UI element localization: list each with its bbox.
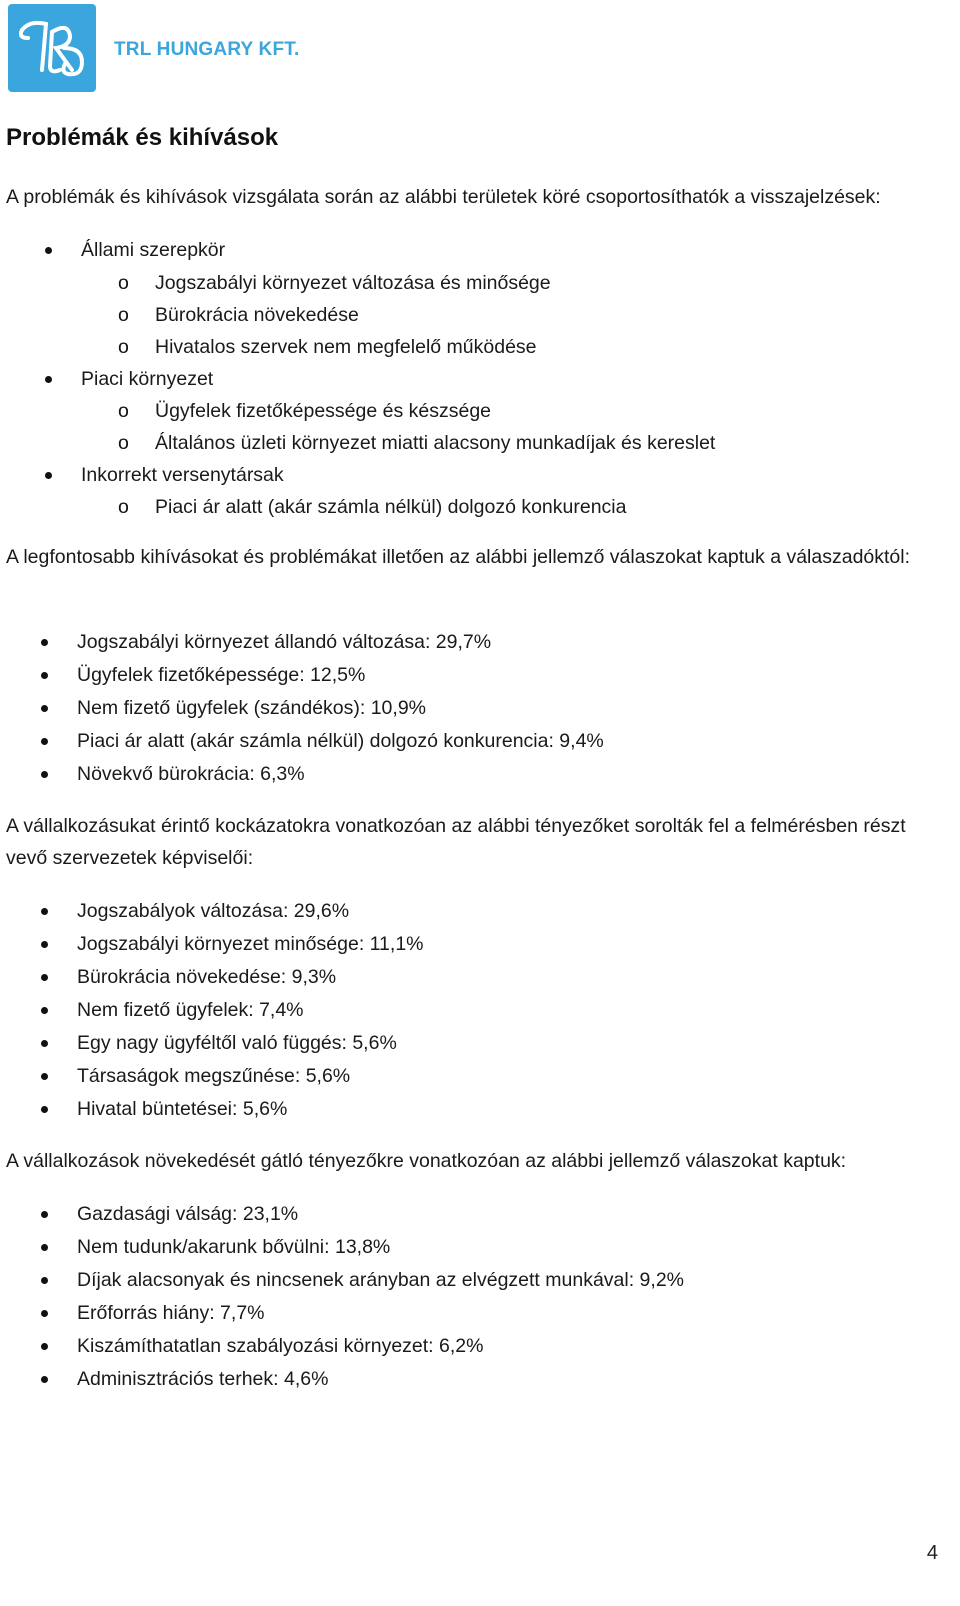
- list-item-text: Társaságok megszűnése: 5,6%: [77, 1065, 351, 1087]
- list-item-text: Piaci ár alatt (akár számla nélkül) dolgozó konkurencia: 9,4%: [77, 730, 604, 752]
- list-item-text: Jogszabályi környezet állandó változása: 29,7%: [77, 631, 492, 653]
- page-number: 4: [926, 1542, 938, 1564]
- bullet-icon: [41, 1310, 48, 1317]
- bullet-icon: [45, 376, 52, 383]
- section3-paragraph: A vállalkozások növekedését gátló tényezőkre vonatkozóan az alábbi jellemző válaszokat kaptuk:: [6, 1150, 847, 1172]
- area-label: Állami szerepkör: [81, 239, 226, 261]
- bullet-icon: [41, 908, 48, 915]
- section1-paragraph: A legfontosabb kihívásokat és problémákat illetően az alábbi jellemző válaszokat kaptuk a válaszadóktól:: [6, 546, 911, 568]
- bullet-icon: [41, 1073, 48, 1080]
- sub-item-text: Általános üzleti környezet miatti alacsony munkadíjak és kereslet: [155, 432, 716, 454]
- document-header: [8, 4, 299, 92]
- list-item-text: Növekvő bürokrácia: 6,3%: [77, 763, 305, 785]
- list-item-text: Nem tudunk/akarunk bővülni: 13,8%: [77, 1236, 391, 1258]
- list-item-text: Gazdasági válság: 23,1%: [77, 1203, 299, 1225]
- sub-item-text: Piaci ár alatt (akár számla nélkül) dolgozó konkurencia: [155, 496, 627, 518]
- list-item-text: Nem fizető ügyfelek (szándékos): 10,9%: [77, 697, 427, 719]
- bullet-icon: [41, 1106, 48, 1113]
- trl-logo-icon: [8, 4, 96, 92]
- list-item-text: Jogszabályok változása: 29,6%: [77, 900, 350, 922]
- section2-paragraph: A vállalkozásukat érintő kockázatokra vonatkozóan az alábbi tényezőket sorolták fel a felmérésben részt vevő szervezetek képviselői:: [6, 815, 906, 869]
- circle-bullet-icon: o: [118, 400, 129, 422]
- circle-bullet-icon: o: [118, 272, 129, 294]
- bullet-icon: [41, 1007, 48, 1014]
- bullet-icon: [41, 1343, 48, 1350]
- bullet-icon: [41, 1244, 48, 1251]
- bullet-icon: [45, 247, 52, 254]
- bullet-icon: [41, 738, 48, 745]
- circle-bullet-icon: o: [118, 336, 129, 358]
- list-item-text: Hivatal büntetései: 5,6%: [77, 1098, 288, 1120]
- list-item-text: Egy nagy ügyféltől való függés: 5,6%: [77, 1032, 397, 1054]
- sub-item-text: Ügyfelek fizetőképessége és készsége: [155, 400, 492, 422]
- list-item-text: Bürokrácia növekedése: 9,3%: [77, 966, 337, 988]
- list-item-text: Erőforrás hiány: 7,7%: [77, 1302, 265, 1324]
- bullet-icon: [41, 941, 48, 948]
- bullet-icon: [41, 1376, 48, 1383]
- bullet-icon: [45, 472, 52, 479]
- bullet-icon: [41, 639, 48, 646]
- bullet-icon: [41, 1040, 48, 1047]
- sub-item-text: Hivatalos szervek nem megfelelő működése: [155, 336, 537, 358]
- bullet-icon: [41, 974, 48, 981]
- area-label: Piaci környezet: [81, 368, 214, 390]
- circle-bullet-icon: o: [118, 304, 129, 326]
- trl-monogram-graphic: [12, 8, 92, 88]
- sub-item-text: Bürokrácia növekedése: [155, 304, 359, 326]
- list-item-text: Jogszabályi környezet minősége: 11,1%: [77, 933, 424, 955]
- bullet-icon: [41, 1211, 48, 1218]
- circle-bullet-icon: o: [118, 432, 129, 454]
- page-title: Problémák és kihívások: [6, 124, 279, 151]
- area-label: Inkorrekt versenytársak: [81, 464, 284, 486]
- bullet-icon: [41, 771, 48, 778]
- bullet-icon: [41, 1277, 48, 1284]
- company-name: TRL HUNGARY KFT.: [114, 39, 300, 60]
- bullet-icon: [41, 672, 48, 679]
- intro-paragraph: A problémák és kihívások vizsgálata során az alábbi területek köré csoportosíthatók a visszajelzések:: [6, 186, 881, 208]
- circle-bullet-icon: o: [118, 496, 129, 518]
- sub-item-text: Jogszabályi környezet változása és minősége: [155, 272, 551, 294]
- list-item-text: Nem fizető ügyfelek: 7,4%: [77, 999, 304, 1021]
- list-item-text: Díjak alacsonyak és nincsenek arányban az elvégzett munkával: 9,2%: [77, 1269, 685, 1291]
- list-item-text: Kiszámíthatatlan szabályozási környezet: 6,2%: [77, 1335, 484, 1357]
- list-item-text: Adminisztrációs terhek: 4,6%: [77, 1368, 329, 1390]
- bullet-icon: [41, 705, 48, 712]
- list-item-text: Ügyfelek fizetőképessége: 12,5%: [77, 664, 366, 686]
